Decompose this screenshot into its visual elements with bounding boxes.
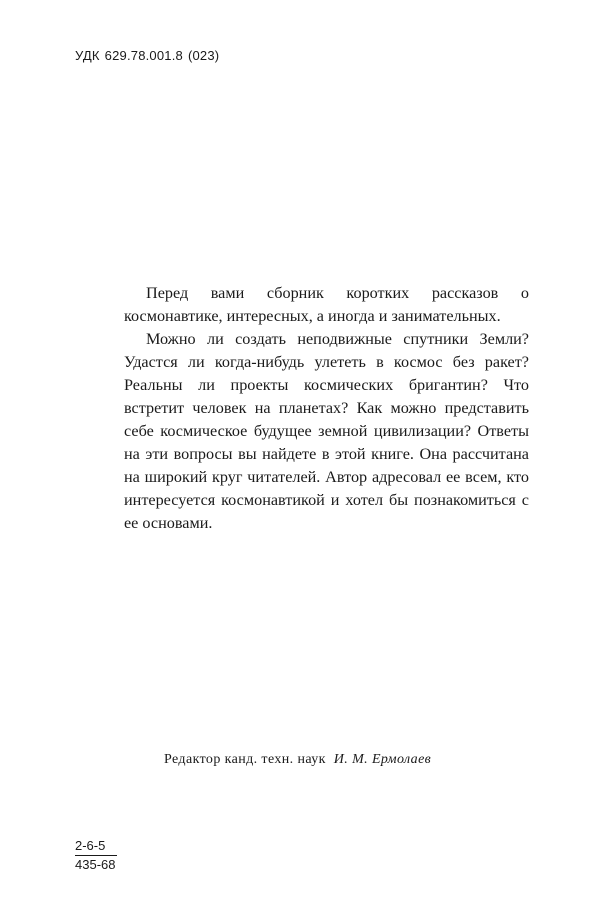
annotation-text	[124, 282, 529, 535]
index-code-denominator: 435-68	[75, 857, 116, 872]
index-code-numerator: 2-6-5	[75, 838, 106, 853]
annotation-paragraph: Перед вами сборник коротких рассказов о космонавтике, интересных, а иногда и занимательных.	[124, 284, 529, 325]
editor-name: И. М. Ермолаев	[333, 752, 432, 767]
editor-credit	[164, 752, 431, 768]
index-code	[75, 838, 117, 873]
udk-line	[75, 48, 224, 63]
editor-label: Редактор канд. техн. наук	[164, 752, 326, 767]
udk-code: 629.78.001.8	[104, 48, 183, 63]
udk-label: УДК	[75, 48, 100, 63]
udk-suffix: (023)	[187, 48, 220, 63]
annotation-paragraph: Можно ли создать неподвижные спутники Земли? Удастся ли когда-нибудь улететь в космос без ракет? Реальны ли проекты космических бригантин? Что встретит человек на планетах? Как можно представить себе космическое будущее земной цивилизации? Ответы на эти вопросы вы найдете в этой книге. Она рассчитана на широкий круг читателей. Автор адресовал ее всем, кто интересуется космонавтикой и хотел бы познакомиться с ее основами.	[124, 330, 529, 532]
